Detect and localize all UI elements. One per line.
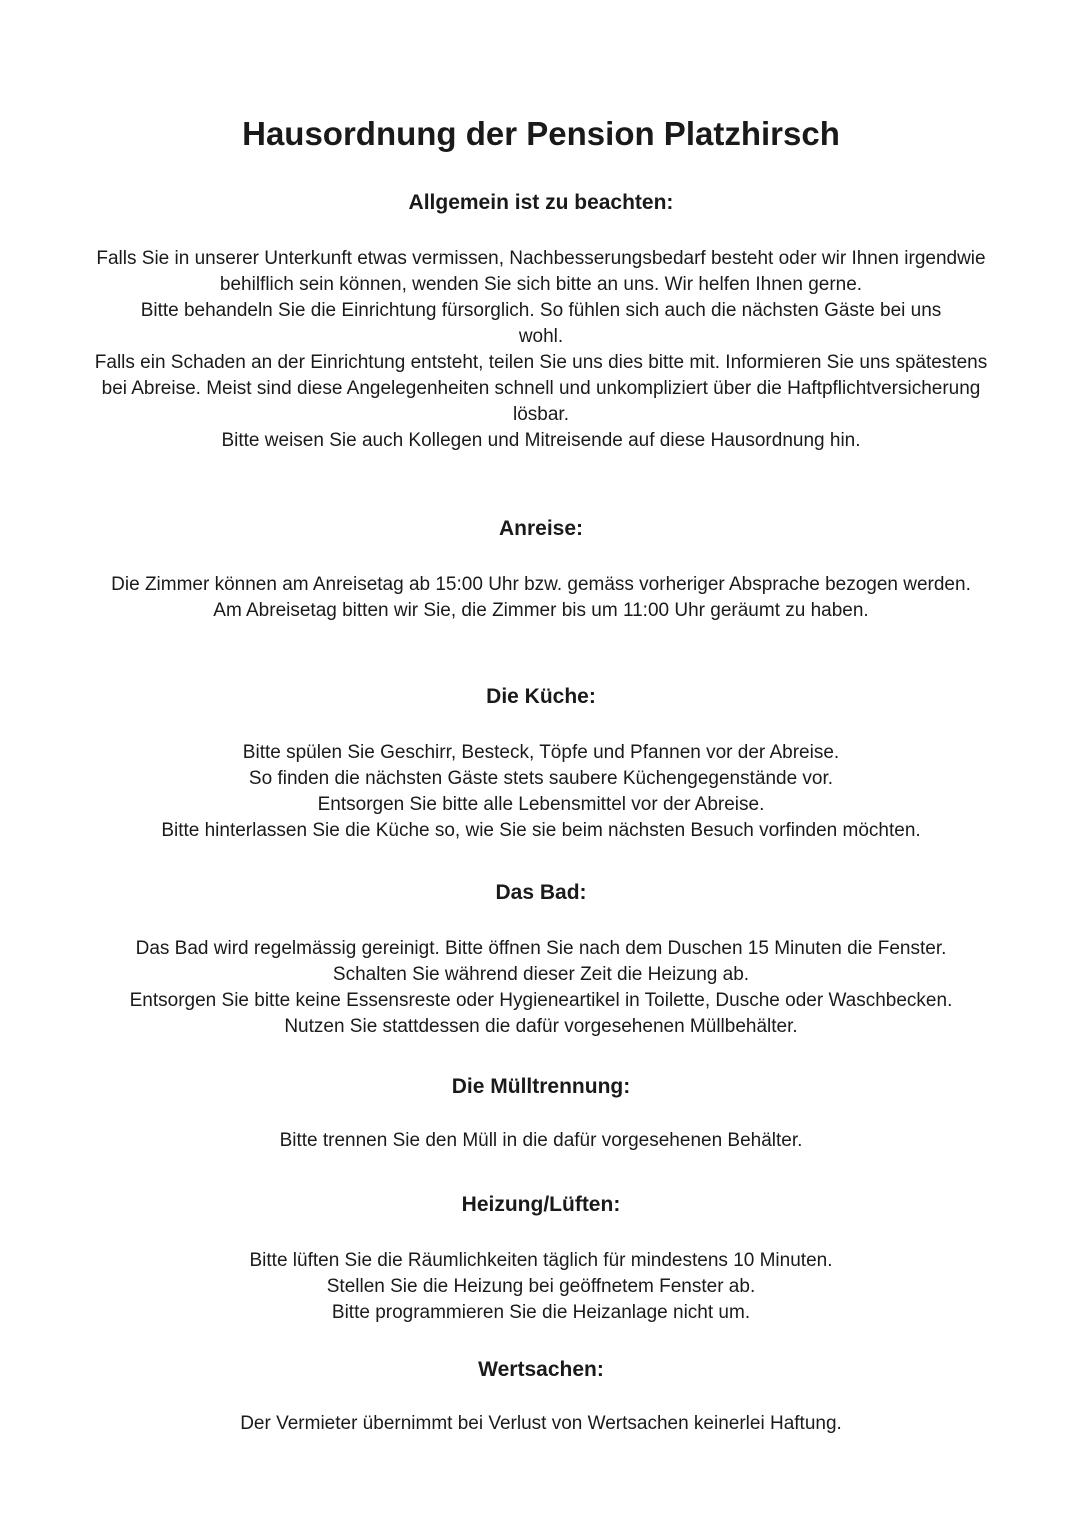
paragraph: Bitte programmieren Sie die Heizanlage nicht um. bbox=[331, 1302, 751, 1323]
paragraph: Bitte spülen Sie Geschirr, Besteck, Töpfe und Pfannen vor der Abreise. bbox=[242, 742, 840, 763]
section-heading: Wertsachen: bbox=[478, 1358, 604, 1381]
section-body bbox=[90, 1411, 992, 1437]
paragraph: Bitte weisen Sie auch Kollegen und Mitreisende auf diese Hausordnung hin. bbox=[221, 430, 861, 451]
section-body bbox=[90, 246, 992, 454]
paragraph: Entsorgen Sie bitte keine Essensreste oder Hygieneartikel in Toilette, Dusche oder Waschbecken. Nutzen Sie stattdessen die dafür vorgesehenen Müllbehälter. bbox=[129, 990, 953, 1037]
section-bathroom bbox=[90, 880, 992, 1040]
section-waste-separation bbox=[90, 1074, 992, 1154]
section-heading: Anreise: bbox=[498, 517, 584, 540]
paragraph: Falls Sie in unserer Unterkunft etwas vermissen, Nachbesserungsbedarf besteht oder wir Ihnen irgendwie behilflich sein können, wenden Sie sich bitte an uns. Wir helfen Ihnen gerne. bbox=[96, 248, 986, 295]
section-general bbox=[90, 190, 992, 454]
paragraph: Falls ein Schaden an der Einrichtung entsteht, teilen Sie uns dies bitte mit. Informieren Sie uns spätestens bei Abreise. Meist sind diese Angelegenheiten schnell und unkompliziert über die Haftpflichtversicherung lösbar. bbox=[94, 352, 988, 425]
section-heading: Allgemein ist zu beachten: bbox=[408, 191, 674, 214]
paragraph: Bitte behandeln Sie die Einrichtung fürsorglich. So fühlen sich auch die nächsten Gäste bei uns wohl. bbox=[140, 300, 942, 347]
page-title: Hausordnung der Pension Platzhirsch bbox=[242, 115, 840, 152]
paragraph: Der Vermieter übernimmt bei Verlust von Wertsachen keinerlei Haftung. bbox=[240, 1413, 842, 1434]
paragraph: Die Zimmer können am Anreisetag ab 15:00 Uhr bzw. gemäss vorheriger Absprache bezogen werden. Am Abreisetag bitten wir Sie, die Zimmer bis um 11:00 Uhr geräumt zu haben. bbox=[111, 574, 971, 621]
section-body bbox=[90, 1128, 992, 1154]
section-body bbox=[90, 1248, 992, 1326]
section-heading: Die Küche: bbox=[486, 685, 596, 708]
paragraph: Das Bad wird regelmässig gereinigt. Bitte öffnen Sie nach dem Duschen 15 Minuten die Fenster. Schalten Sie während dieser Zeit die Heizung ab. bbox=[135, 938, 947, 985]
section-arrival bbox=[90, 516, 992, 624]
section-body bbox=[90, 572, 992, 624]
paragraph: Stellen Sie die Heizung bei geöffnetem Fenster ab. bbox=[326, 1276, 756, 1297]
section-heading: Die Mülltrennung: bbox=[451, 1075, 631, 1098]
section-body bbox=[90, 936, 992, 1040]
section-kitchen bbox=[90, 684, 992, 844]
section-heading: Das Bad: bbox=[495, 881, 587, 904]
section-heading: Heizung/Lüften: bbox=[461, 1193, 621, 1216]
paragraph: Entsorgen Sie bitte alle Lebensmittel vor der Abreise. bbox=[317, 794, 765, 815]
paragraph: Bitte hinterlassen Sie die Küche so, wie Sie sie beim nächsten Besuch vorfinden möchten. bbox=[161, 820, 921, 841]
section-body bbox=[90, 740, 992, 844]
paragraph: Bitte trennen Sie den Müll in die dafür vorgesehenen Behälter. bbox=[279, 1130, 803, 1151]
section-heating-ventilation bbox=[90, 1192, 992, 1326]
paragraph: Bitte lüften Sie die Räumlichkeiten täglich für mindestens 10 Minuten. bbox=[249, 1250, 833, 1271]
paragraph: So finden die nächsten Gäste stets saubere Küchengegenstände vor. bbox=[248, 768, 834, 789]
section-valuables bbox=[90, 1357, 992, 1437]
